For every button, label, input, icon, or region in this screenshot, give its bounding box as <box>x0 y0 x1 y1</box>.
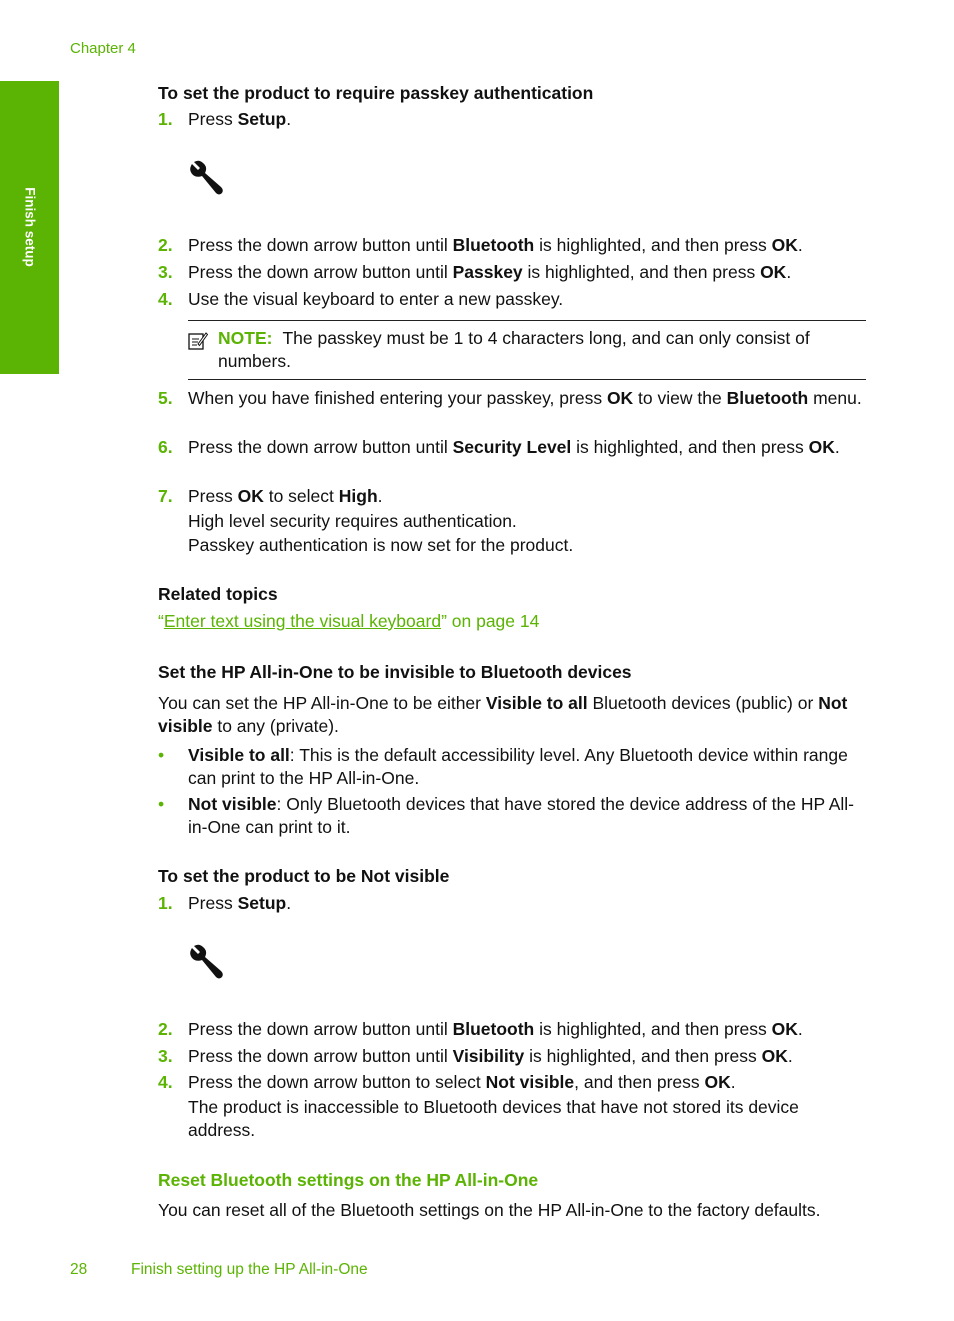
step-text: Press the down arrow button to select Not visible, and then press OK. The product is inaccessible to Bluetooth devices that have not stored its device address. <box>188 1071 868 1142</box>
step-number: 4. <box>158 1072 173 1092</box>
section-heading-not-visible: To set the product to be Not visible <box>158 866 450 886</box>
step-text: Press the down arrow button until Visibility is highlighted, and then press OK. <box>188 1046 793 1066</box>
step-item <box>158 108 868 131</box>
wrench-icon <box>186 158 226 198</box>
step-item <box>158 261 868 284</box>
step-number: 1. <box>158 109 173 129</box>
section-heading-invisible: Set the HP All-in-One to be invisible to Bluetooth devices <box>158 662 632 682</box>
step-text: Press the down arrow button until Bluetooth is highlighted, and then press OK. <box>188 1019 803 1039</box>
note-text: NOTE: The passkey must be 1 to 4 characters long, and can only consist of numbers. <box>218 328 810 371</box>
step-item <box>158 288 868 311</box>
wrench-icon <box>186 942 226 982</box>
step-item <box>158 387 868 410</box>
step-text: Press the down arrow button until Passkey is highlighted, and then press OK. <box>188 262 792 282</box>
note-box <box>188 320 866 380</box>
step-item <box>158 234 868 257</box>
section-heading-passkey: To set the product to require passkey authentication <box>158 83 594 103</box>
footer-title: Finish setting up the HP All-in-One <box>131 1261 368 1278</box>
related-link[interactable]: “Enter text using the visual keyboard” on page 14 <box>158 611 540 631</box>
step-item <box>158 1018 868 1041</box>
step-number: 6. <box>158 437 173 457</box>
step-text: Press Setup. <box>188 893 292 913</box>
step-number: 3. <box>158 262 173 282</box>
step-detail: High level security requires authentication. <box>188 511 517 531</box>
step-number: 2. <box>158 1019 173 1039</box>
step-detail: Passkey authentication is now set for the product. <box>188 535 574 555</box>
step-number: 5. <box>158 388 173 408</box>
step-text: Press the down arrow button until Security Level is highlighted, and then press OK. <box>188 437 840 457</box>
page-number: 28 <box>70 1261 88 1278</box>
step-text: When you have finished entering your passkey, press OK to view the Bluetooth menu. <box>188 388 862 408</box>
step-detail: The product is inaccessible to Bluetooth devices that have not stored its device address. <box>188 1097 799 1140</box>
section-heading-reset: Reset Bluetooth settings on the HP All-in-One <box>158 1170 539 1190</box>
step-text: Press Setup. <box>188 109 292 129</box>
step-number: 4. <box>158 289 173 309</box>
note-icon <box>188 331 208 351</box>
step-number: 3. <box>158 1046 173 1066</box>
step-text: Press OK to select High. High level security requires authentication. Passkey authentication is now set for the product. <box>188 485 868 557</box>
step-item <box>158 436 868 459</box>
step-item <box>158 892 868 915</box>
side-tab-label: Finish setup <box>22 187 38 267</box>
step-item <box>158 485 868 557</box>
chapter-label: Chapter 4 <box>70 40 136 57</box>
bullet-item: • Visible to all: This is the default accessibility level. Any Bluetooth device within range can print to the HP All-in-One. <box>158 745 848 788</box>
related-topics-heading: Related topics <box>158 584 278 604</box>
step-number: 1. <box>158 893 173 913</box>
step-text: Use the visual keyboard to enter a new passkey. <box>188 289 564 309</box>
step-item <box>158 1071 868 1142</box>
step-text: Press the down arrow button until Bluetooth is highlighted, and then press OK. <box>188 235 803 255</box>
step-number: 7. <box>158 486 173 506</box>
step-number: 2. <box>158 235 173 255</box>
section-text: You can reset all of the Bluetooth settings on the HP All-in-One to the factory defaults. <box>158 1200 821 1220</box>
section-intro: You can set the HP All-in-One to be either Visible to all Bluetooth devices (public) or Not visible to any (private). <box>158 693 848 736</box>
step-item <box>158 1045 868 1068</box>
note-label: NOTE: <box>218 328 273 348</box>
side-tab <box>0 81 59 374</box>
bullet-item: • Not visible: Only Bluetooth devices that have stored the device address of the HP All-in-One can print to it. <box>158 794 855 837</box>
